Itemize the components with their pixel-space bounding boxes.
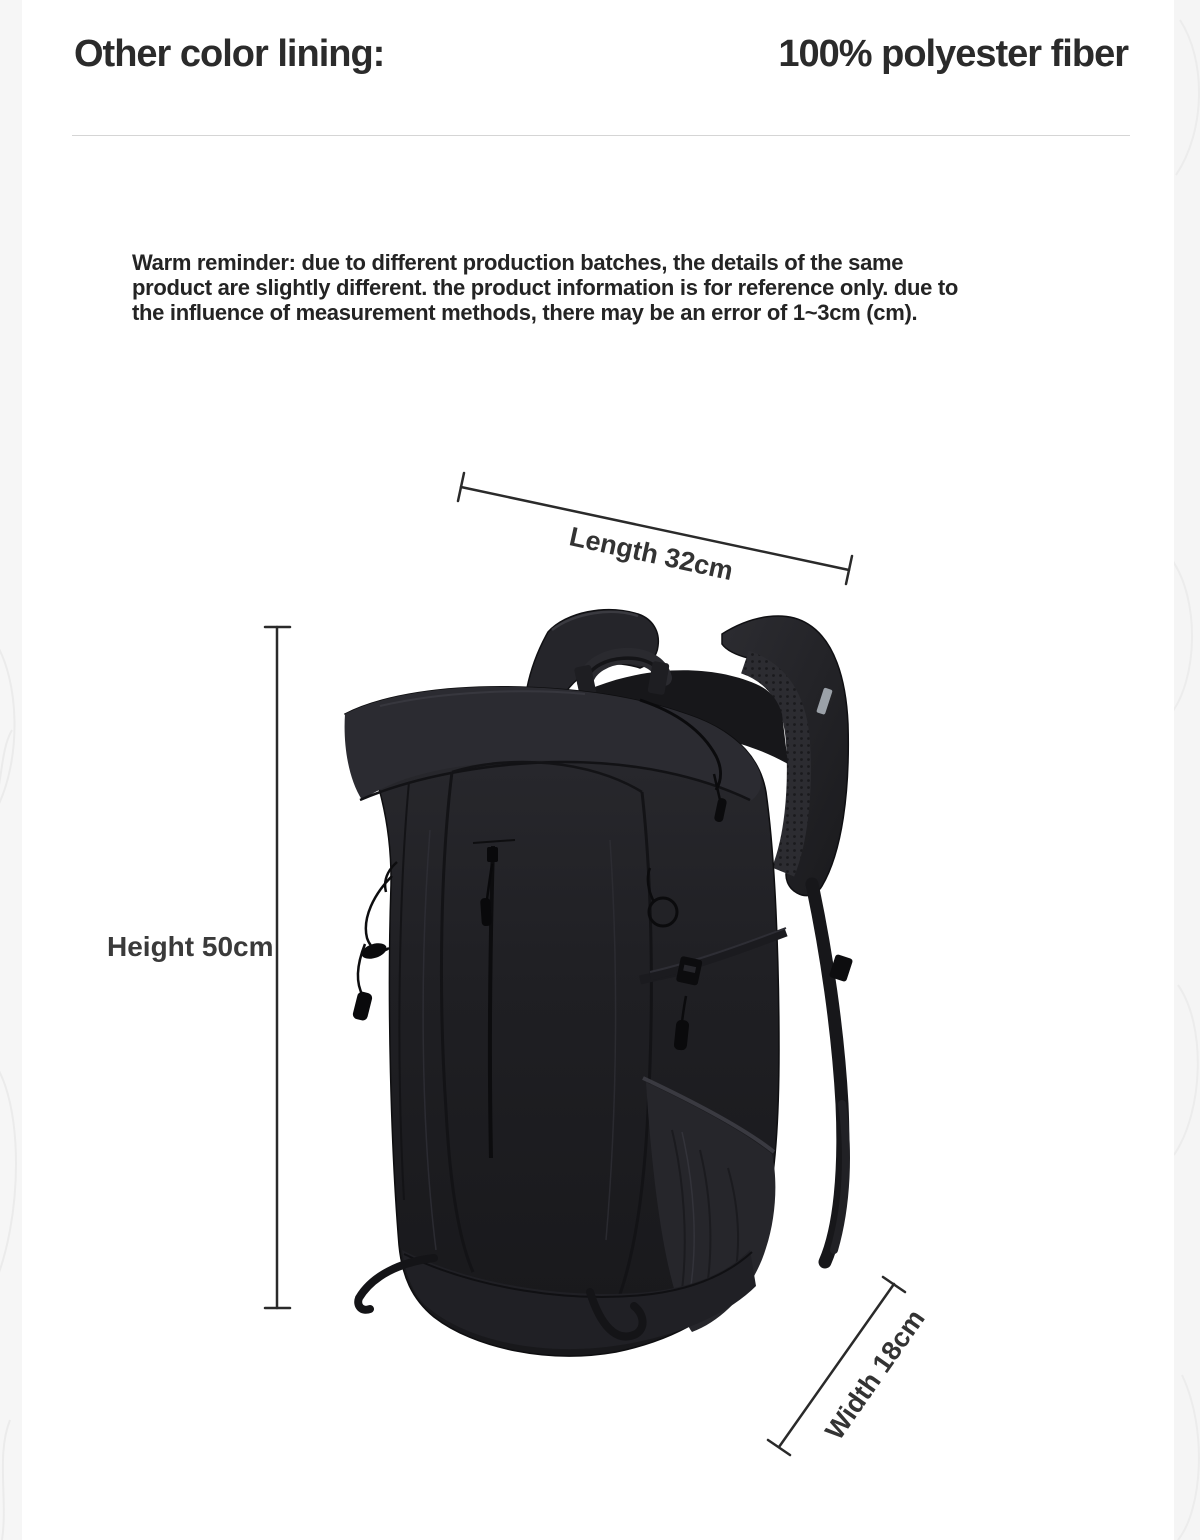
page-title: Other color lining:	[74, 33, 385, 75]
reminder-line-3: the influence of measurement methods, there may be an error of 1~3cm (cm).	[132, 300, 918, 325]
cord-end-tip	[352, 991, 373, 1022]
material-title: 100% polyester fiber	[778, 33, 1128, 75]
length-label: Length 32cm	[566, 521, 736, 587]
reminder-line-1: Warm reminder: due to different production batches, the details of the same	[132, 250, 904, 275]
backpack-photo	[345, 610, 854, 1356]
height-label: Height 50cm	[107, 931, 274, 962]
cord-toggle	[359, 940, 388, 961]
height-dimension-line	[265, 627, 290, 1308]
reminder-line-2: product are slightly different. the product information is for reference only. due to	[132, 275, 959, 300]
width-label: Width 18cm	[819, 1304, 931, 1446]
